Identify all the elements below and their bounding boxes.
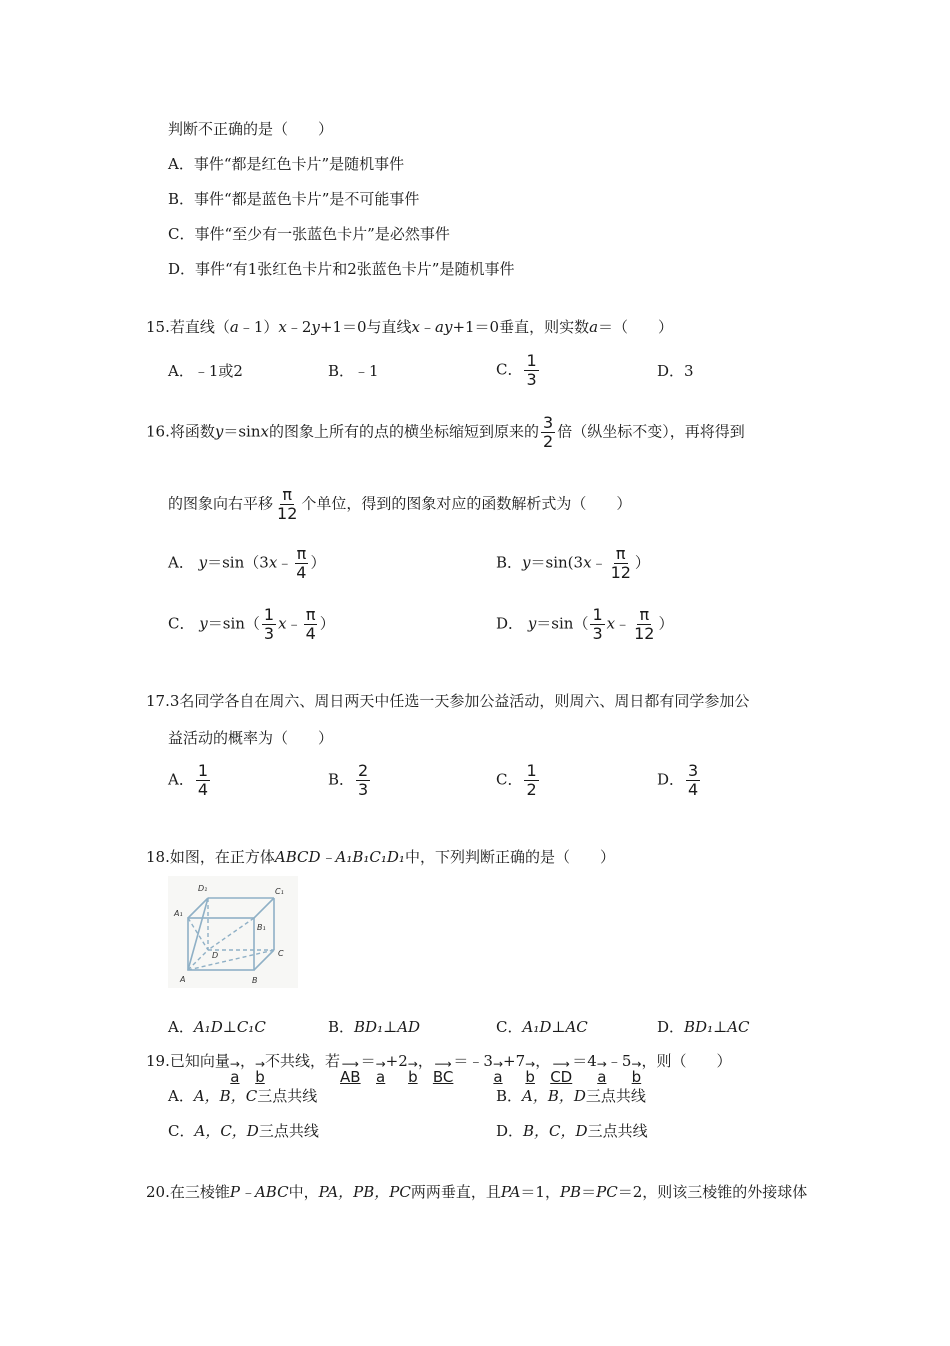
q14-option-a: A．事件“都是红色卡片”是随机事件 (168, 155, 405, 173)
arrow-icon: → (375, 1057, 386, 1071)
fraction (196, 762, 210, 799)
denominator: 4 (688, 780, 699, 799)
numerator: 1 (197, 761, 209, 780)
expr: ） (658, 614, 674, 633)
q19-text: ＝ (360, 1052, 376, 1070)
fraction (686, 762, 700, 799)
q17-text: 3名同学各自在周六、周日两天中任选一天参加公益活动，则周六、周日都有同学参加公 (169, 692, 750, 710)
denominator: 2 (543, 432, 554, 451)
vector-symbol: CD (550, 1068, 573, 1086)
q18-stem (146, 846, 615, 868)
q19-text: ， (417, 1052, 433, 1070)
vector-a (492, 1057, 503, 1086)
q19-text: 已知向量 (169, 1052, 230, 1070)
option-text: 三点共线 (258, 1122, 319, 1140)
q14-option-d: D．事件“有1张红色卡片和2张蓝色卡片”是随机事件 (168, 260, 515, 278)
vector-ab (340, 1057, 361, 1086)
q18-option-d (657, 1016, 750, 1038)
vector-a (375, 1057, 386, 1086)
cube-name: ABCD﹣A₁B₁C₁D₁ (274, 848, 405, 866)
option-label: C． (496, 360, 523, 379)
numerator: 1 (526, 761, 537, 780)
denominator: 3 (526, 370, 537, 389)
numerator: 1 (263, 605, 275, 624)
vector-b (631, 1057, 642, 1086)
numerator: 3 (543, 413, 554, 432)
q15-stem (146, 316, 673, 338)
q14-option-c: C．事件“至少有一张蓝色卡片”是必然事件 (168, 225, 450, 243)
option-label: C． (168, 1122, 195, 1140)
fraction (275, 486, 299, 523)
var-x: x (606, 614, 616, 633)
expr: ﹣ (615, 614, 631, 633)
fraction (524, 762, 538, 799)
cube-figure (168, 876, 298, 988)
q19-text: ， (239, 1052, 255, 1070)
var-y: y (522, 553, 531, 572)
edge-pc: PC (596, 1183, 618, 1201)
q20-text: 在三棱锥 (169, 1183, 230, 1201)
var-x: x (260, 422, 269, 441)
option-label: A． (168, 553, 194, 572)
q16-stem-line2 (168, 486, 631, 523)
q16-text: 的图象向右平移 (168, 494, 274, 513)
vector-symbol: a (376, 1068, 386, 1086)
numerator: π (639, 605, 650, 624)
q16-option-c (168, 606, 335, 643)
numerator: π (305, 605, 316, 624)
q19-text: 不共线，若 (265, 1052, 341, 1070)
q15-text: ﹣2 (286, 318, 312, 336)
q16-option-b (496, 545, 650, 582)
option-label: D． (496, 1122, 524, 1140)
q19-option-d (496, 1120, 648, 1142)
q20-text: ＝1， (520, 1183, 560, 1201)
q20-text: ＝2，则该三棱锥的外接球体 (617, 1183, 808, 1201)
fraction (590, 606, 604, 643)
numerator: 1 (526, 351, 537, 370)
q15-option-c (496, 352, 541, 389)
q15-number: 15. (146, 318, 170, 336)
q17-option-d (657, 762, 702, 799)
vector-symbol: b (408, 1068, 418, 1086)
var-x: x (278, 614, 287, 633)
var-y: y (199, 614, 208, 633)
q19-text: ﹣5 (606, 1052, 632, 1070)
vector-b (254, 1057, 266, 1086)
option-label: A． (168, 770, 194, 789)
var-y: y (198, 553, 208, 572)
denominator: 3 (358, 780, 369, 799)
vector-bc (432, 1057, 454, 1086)
q17-option-b (328, 762, 372, 799)
expr: ﹣ (286, 614, 302, 633)
denominator: 4 (197, 780, 209, 799)
q17-option-a (168, 762, 212, 799)
edge-pb: PB (559, 1183, 582, 1201)
q19-text: +2 (385, 1052, 408, 1070)
denominator: 3 (592, 624, 603, 643)
q15-text: ﹣1） (238, 318, 279, 336)
q18-option-b (328, 1016, 420, 1038)
option-label: B． (496, 553, 523, 572)
fraction (632, 606, 656, 643)
expr: ＝sin（ (536, 614, 589, 633)
expr: ＝sin（ (207, 614, 260, 633)
q18-option-c (496, 1016, 588, 1038)
q16-number: 16. (146, 422, 170, 441)
q17-stem-line1 (146, 690, 749, 712)
denominator: 12 (610, 563, 631, 582)
arrow-icon: ⟶ (341, 1057, 359, 1071)
q19-option-a (168, 1085, 317, 1107)
arrow-icon: → (407, 1057, 418, 1071)
q20-stem (146, 1181, 807, 1203)
denominator: 3 (263, 624, 275, 643)
option-label: C． (168, 614, 195, 633)
vector-a (596, 1057, 607, 1086)
q17-stem-line2: 益活动的概率为（ ） (168, 729, 334, 747)
arrow-icon: → (631, 1057, 642, 1071)
vector-symbol: BC (432, 1068, 454, 1086)
q19-text: ，则（ ） (641, 1052, 732, 1070)
option-label: C． (496, 1018, 523, 1036)
arrow-icon: ⟶ (552, 1057, 570, 1071)
arrow-icon: → (254, 1057, 266, 1071)
option-label: A． (168, 1018, 194, 1036)
option-label: A． (168, 1087, 194, 1105)
fraction (304, 606, 318, 643)
q15-option-d: D．3 (657, 362, 694, 380)
vector-symbol: b (525, 1068, 535, 1086)
vector-b (525, 1057, 536, 1086)
q20-number: 20. (146, 1183, 170, 1201)
q19-option-b (496, 1085, 646, 1107)
q19-stem (146, 1048, 731, 1085)
q15-text: 若直线（ (169, 318, 230, 336)
numerator: 2 (358, 761, 369, 780)
denominator: 4 (296, 563, 307, 582)
option-text: 三点共线 (585, 1087, 646, 1105)
expr: ﹣ (277, 553, 293, 572)
q19-number: 19. (146, 1052, 170, 1070)
q15-text: ﹣ (420, 318, 436, 336)
var-y: y (527, 614, 537, 633)
q14-option-b: B．事件“都是蓝色卡片”是不可能事件 (168, 190, 420, 208)
expr: ） (634, 553, 650, 572)
q18-text: 中，下列判断正确的是（ ） (404, 848, 615, 866)
label-a1: A₁ (174, 909, 183, 918)
q15-option-b: B．﹣1 (328, 362, 379, 380)
q20-text: 两两垂直，且 (410, 1183, 501, 1201)
fraction (524, 352, 538, 389)
option-label: D． (496, 614, 524, 633)
arrow-icon: ⟶ (434, 1057, 452, 1071)
q15-option-a: A．﹣1或2 (168, 362, 243, 380)
denominator: 2 (526, 780, 537, 799)
q16-text: ＝sin (223, 422, 261, 441)
option-label: B． (328, 770, 355, 789)
q15-text: ＝（ ） (598, 318, 674, 336)
var-ay: ay (435, 318, 453, 336)
q16-text: 将函数 (169, 422, 215, 441)
vector-symbol: a (597, 1068, 607, 1086)
denominator: 4 (305, 624, 316, 643)
label-b1: B₁ (257, 923, 266, 932)
q16-option-d (496, 606, 674, 643)
vector-symbol: a (493, 1068, 503, 1086)
option-label: B． (496, 1087, 523, 1105)
fraction (356, 762, 370, 799)
option-text: 三点共线 (257, 1087, 318, 1105)
label-d: D (212, 951, 219, 960)
q20-text: ＝ (581, 1183, 597, 1201)
q16-option-a (168, 545, 326, 582)
q17-number: 17. (146, 692, 170, 710)
vector-cd (550, 1057, 573, 1086)
expr: ） (310, 553, 326, 572)
q19-text: +7 (503, 1052, 526, 1070)
expr: ＝sin(3 (530, 553, 584, 572)
fraction (294, 545, 308, 582)
denominator: 12 (634, 624, 655, 643)
points: A，B，C (193, 1087, 258, 1105)
q18-text: 如图，在正方体 (169, 848, 275, 866)
option-label: D． (657, 1018, 685, 1036)
pyramid-name: P﹣ABC (229, 1183, 289, 1201)
vector-symbol: b (255, 1068, 265, 1086)
numerator: π (282, 485, 293, 504)
edge-pa: PA (500, 1183, 521, 1201)
arrow-icon: → (596, 1057, 607, 1071)
points: A，B，D (522, 1087, 586, 1105)
q19-text: ， (535, 1052, 551, 1070)
q16-stem-line1 (146, 414, 745, 451)
expr: BD₁⊥AC (684, 1018, 750, 1036)
expr: ＝sin（3 (207, 553, 269, 572)
q18-number: 18. (146, 848, 170, 866)
numerator: π (615, 544, 626, 563)
vector-b (407, 1057, 418, 1086)
q16-text: 个单位，得到的图象对应的函数解析式为（ ） (301, 494, 632, 513)
label-c: C (278, 949, 284, 958)
denominator: 12 (277, 504, 298, 523)
fraction (541, 414, 555, 451)
q15-text: +1＝0垂直，则实数 (452, 318, 590, 336)
q17-option-c (496, 762, 541, 799)
q15-text: +1＝0与直线 (319, 318, 412, 336)
fraction (262, 606, 276, 643)
q16-text: 的图象上所有的点的横坐标缩短到原来的 (268, 422, 539, 441)
q18-option-a (168, 1016, 266, 1038)
label-b: B (252, 976, 258, 985)
option-label: C． (496, 770, 523, 789)
label-a: A (180, 975, 186, 984)
q14-stem-tail: 判断不正确的是（ ） (168, 120, 334, 138)
var-x: x (583, 553, 592, 572)
expr: ﹣ (591, 553, 607, 572)
label-c1: C₁ (275, 887, 284, 896)
expr: A₁D⊥C₁C (193, 1018, 266, 1036)
var-x: x (268, 553, 278, 572)
numerator: 1 (592, 605, 603, 624)
points: B，C，D (523, 1122, 588, 1140)
var-a: a (589, 318, 599, 336)
expr: A₁D⊥AC (522, 1018, 588, 1036)
arrow-icon: → (525, 1057, 536, 1071)
vector-symbol: AB (340, 1068, 361, 1086)
var-y: y (214, 422, 224, 441)
fraction (609, 545, 633, 582)
option-label: B． (328, 1018, 355, 1036)
q19-text: ＝4 (572, 1052, 597, 1070)
var-y: y (311, 318, 320, 336)
var-x: x (278, 318, 287, 336)
expr: ） (319, 614, 335, 633)
label-d1: D₁ (198, 884, 208, 893)
var-a: a (229, 318, 239, 336)
q19-option-c (168, 1120, 319, 1142)
q20-text: 中， (288, 1183, 319, 1201)
numerator: π (296, 544, 307, 563)
points: A，C，D (194, 1122, 259, 1140)
vector-symbol: b (631, 1068, 642, 1086)
option-label: D． (657, 770, 685, 789)
var-x: x (411, 318, 420, 336)
vector-a (229, 1057, 240, 1086)
q16-text: 倍（纵坐标不变），再将得到 (557, 422, 745, 441)
arrow-icon: → (492, 1057, 503, 1071)
q19-text: ＝﹣3 (453, 1052, 493, 1070)
option-text: 三点共线 (587, 1122, 648, 1140)
edges: PA，PB，PC (318, 1183, 411, 1201)
expr: BD₁⊥AD (354, 1018, 421, 1036)
vector-symbol: a (230, 1068, 240, 1086)
arrow-icon: → (229, 1057, 240, 1071)
numerator: 3 (688, 761, 699, 780)
